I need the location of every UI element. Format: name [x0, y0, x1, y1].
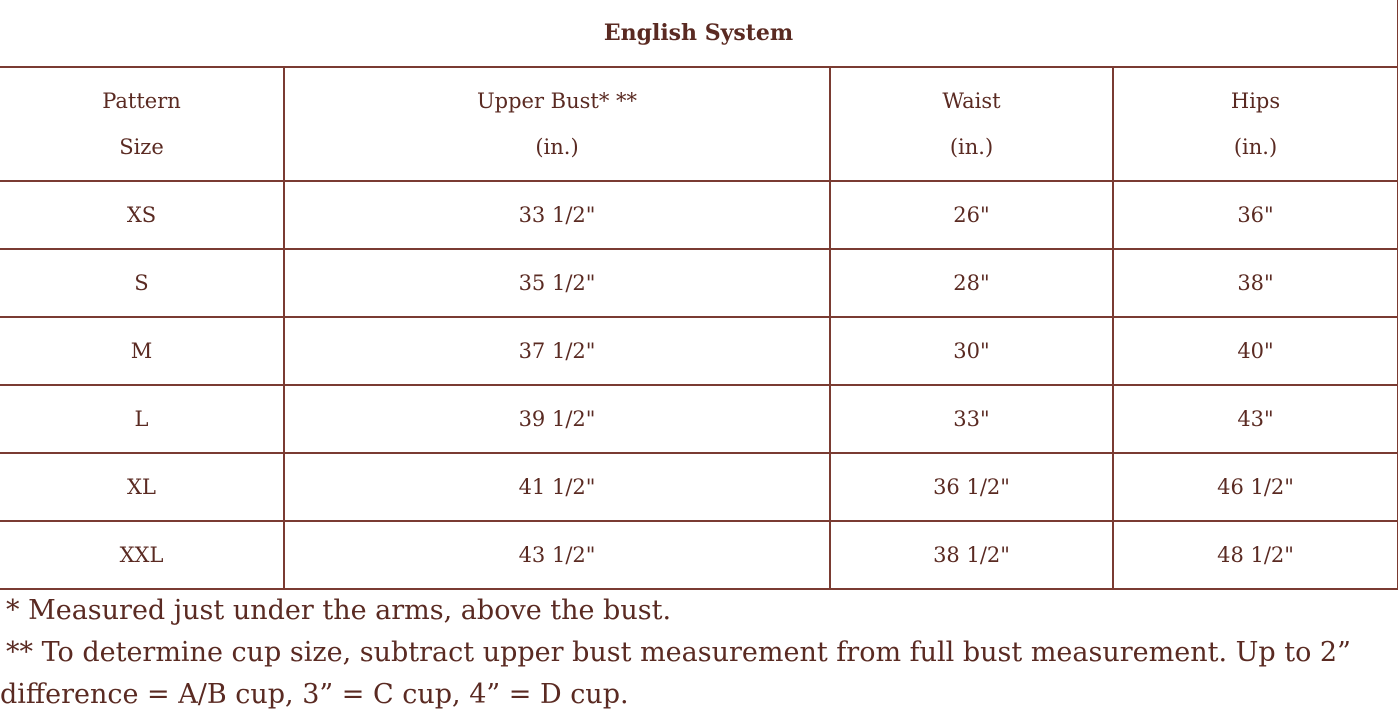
cell-upper-bust: 33 1/2" [284, 181, 830, 249]
header-pattern-size [0, 67, 284, 181]
header-upper-bust-line1: Upper Bust* ** [476, 89, 638, 113]
cell-hips: 38" [1113, 249, 1398, 317]
cell-waist: 33" [830, 385, 1113, 453]
header-hips [1113, 67, 1398, 181]
table-row [0, 317, 1398, 385]
table-row [0, 249, 1398, 317]
header-waist-line2: (in.) [949, 135, 994, 159]
cell-hips: 36" [1113, 181, 1398, 249]
header-upper-bust-line2: (in.) [535, 135, 579, 159]
header-pattern-size-line2: Size [119, 135, 164, 159]
cell-hips: 48 1/2" [1113, 521, 1398, 589]
cell-waist: 28" [830, 249, 1113, 317]
table-title: English System [0, 0, 1398, 67]
header-hips-line1: Hips [1230, 89, 1281, 113]
header-hips-line2: (in.) [1233, 135, 1278, 159]
footnote-upper-bust: * Measured just under the arms, above the bust. [6, 595, 672, 626]
table-row [0, 453, 1398, 521]
cell-upper-bust: 43 1/2" [284, 521, 830, 589]
footnotes [0, 590, 1398, 716]
cell-upper-bust: 37 1/2" [284, 317, 830, 385]
table-row [0, 385, 1398, 453]
table-row [0, 521, 1398, 589]
footnote-cup-size-line1: ** To determine cup size, subtract upper bust measurement from full bust measurement. Up to 2” [6, 637, 1351, 668]
table-row [0, 181, 1398, 249]
cell-upper-bust: 41 1/2" [284, 453, 830, 521]
cell-waist: 38 1/2" [830, 521, 1113, 589]
cell-hips: 43" [1113, 385, 1398, 453]
cell-hips: 40" [1113, 317, 1398, 385]
cell-size: L [0, 385, 284, 453]
cell-upper-bust: 35 1/2" [284, 249, 830, 317]
footnote-cup-size-line2: difference = A/B cup, 3” = C cup, 4” = D cup. [0, 679, 629, 710]
header-waist-line1: Waist [942, 89, 1001, 113]
cell-waist: 36 1/2" [830, 453, 1113, 521]
cell-size: XL [0, 453, 284, 521]
header-waist [830, 67, 1113, 181]
header-pattern-size-line1: Pattern [102, 89, 181, 113]
cell-waist: 26" [830, 181, 1113, 249]
table-title-row [0, 0, 1398, 67]
cell-size: M [0, 317, 284, 385]
header-upper-bust [284, 67, 830, 181]
cell-size: S [0, 249, 284, 317]
cell-upper-bust: 39 1/2" [284, 385, 830, 453]
cell-size: XS [0, 181, 284, 249]
table-header-row [0, 67, 1398, 181]
cell-size: XXL [0, 521, 284, 589]
cell-hips: 46 1/2" [1113, 453, 1398, 521]
cell-waist: 30" [830, 317, 1113, 385]
